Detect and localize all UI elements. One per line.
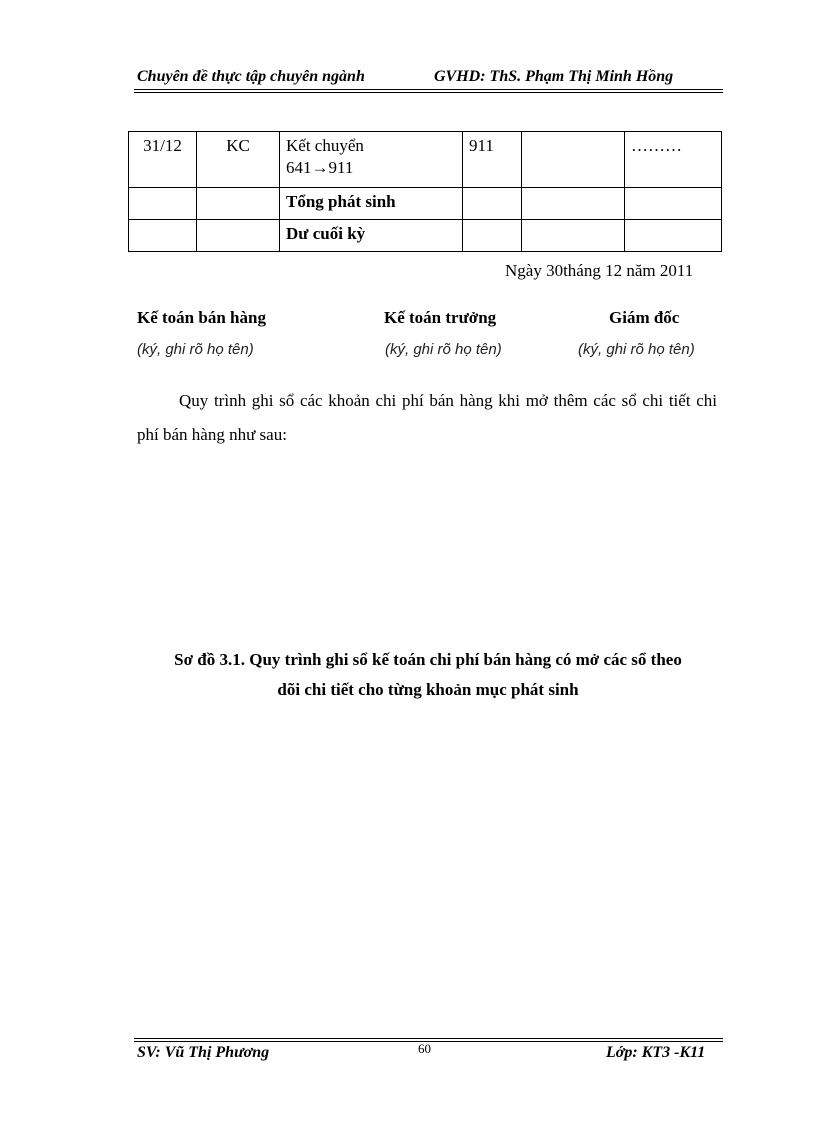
date-line: Ngày 30tháng 12 năm 2011 xyxy=(505,261,694,280)
cell-code xyxy=(197,220,280,252)
cell-account xyxy=(463,220,522,252)
table-row xyxy=(129,132,722,188)
description-line: Kết chuyển xyxy=(286,136,364,155)
cell-account xyxy=(463,188,522,220)
cell-debit xyxy=(522,188,625,220)
cell-date: 31/12 xyxy=(129,132,197,188)
cell-code xyxy=(197,188,280,220)
table-row xyxy=(129,188,722,220)
cell-credit xyxy=(625,220,722,252)
caption-line: dõi chi tiết cho từng khoản mục phát sinh xyxy=(277,680,579,699)
cell-credit xyxy=(625,188,722,220)
signature-note: (ký, ghi rõ họ tên) xyxy=(385,341,502,358)
cell-description xyxy=(280,132,463,188)
footer-class: Lớp: KT3 -K11 xyxy=(606,1044,706,1061)
signature-title: Kế toán bán hàng xyxy=(137,308,266,327)
signature-note: (ký, ghi rõ họ tên) xyxy=(578,341,695,358)
diagram-caption xyxy=(120,645,736,705)
cell-date xyxy=(129,220,197,252)
cell-debit xyxy=(522,220,625,252)
paragraph-text: Quy trình ghi sổ các khoản chi phí bán hàng khi mở thêm các sổ chi tiết chi phí bán hàng như sau: xyxy=(137,391,717,444)
body-paragraph xyxy=(137,384,717,452)
cell-code: KC xyxy=(197,132,280,188)
cell-debit xyxy=(522,132,625,188)
header-supervisor: GVHD: ThS. Phạm Thị Minh Hồng xyxy=(434,68,674,85)
page-number: 60 xyxy=(418,1041,431,1056)
cell-description: Tổng phát sinh xyxy=(280,188,463,220)
description-line: 641→911 xyxy=(286,158,354,177)
caption-line: Sơ đồ 3.1. Quy trình ghi sổ kế toán chi phí bán hàng có mở các sổ theo xyxy=(174,650,682,669)
ledger-table xyxy=(128,131,722,252)
signature-note: (ký, ghi rõ họ tên) xyxy=(137,341,254,358)
cell-date xyxy=(129,188,197,220)
cell-description: Dư cuối kỳ xyxy=(280,220,463,252)
signature-title: Giám đốc xyxy=(609,308,680,327)
cell-credit: ……… xyxy=(625,132,722,188)
signature-title: Kế toán trưởng xyxy=(384,308,497,327)
header-rule xyxy=(134,89,723,90)
footer-student: SV: Vũ Thị Phương xyxy=(137,1044,270,1061)
footer-rule-thin xyxy=(134,1038,723,1039)
cell-account: 911 xyxy=(463,132,522,188)
table-row xyxy=(129,220,722,252)
header-rule-thin xyxy=(134,92,723,93)
header-left-title: Chuyên đề thực tập chuyên ngành xyxy=(137,68,365,85)
